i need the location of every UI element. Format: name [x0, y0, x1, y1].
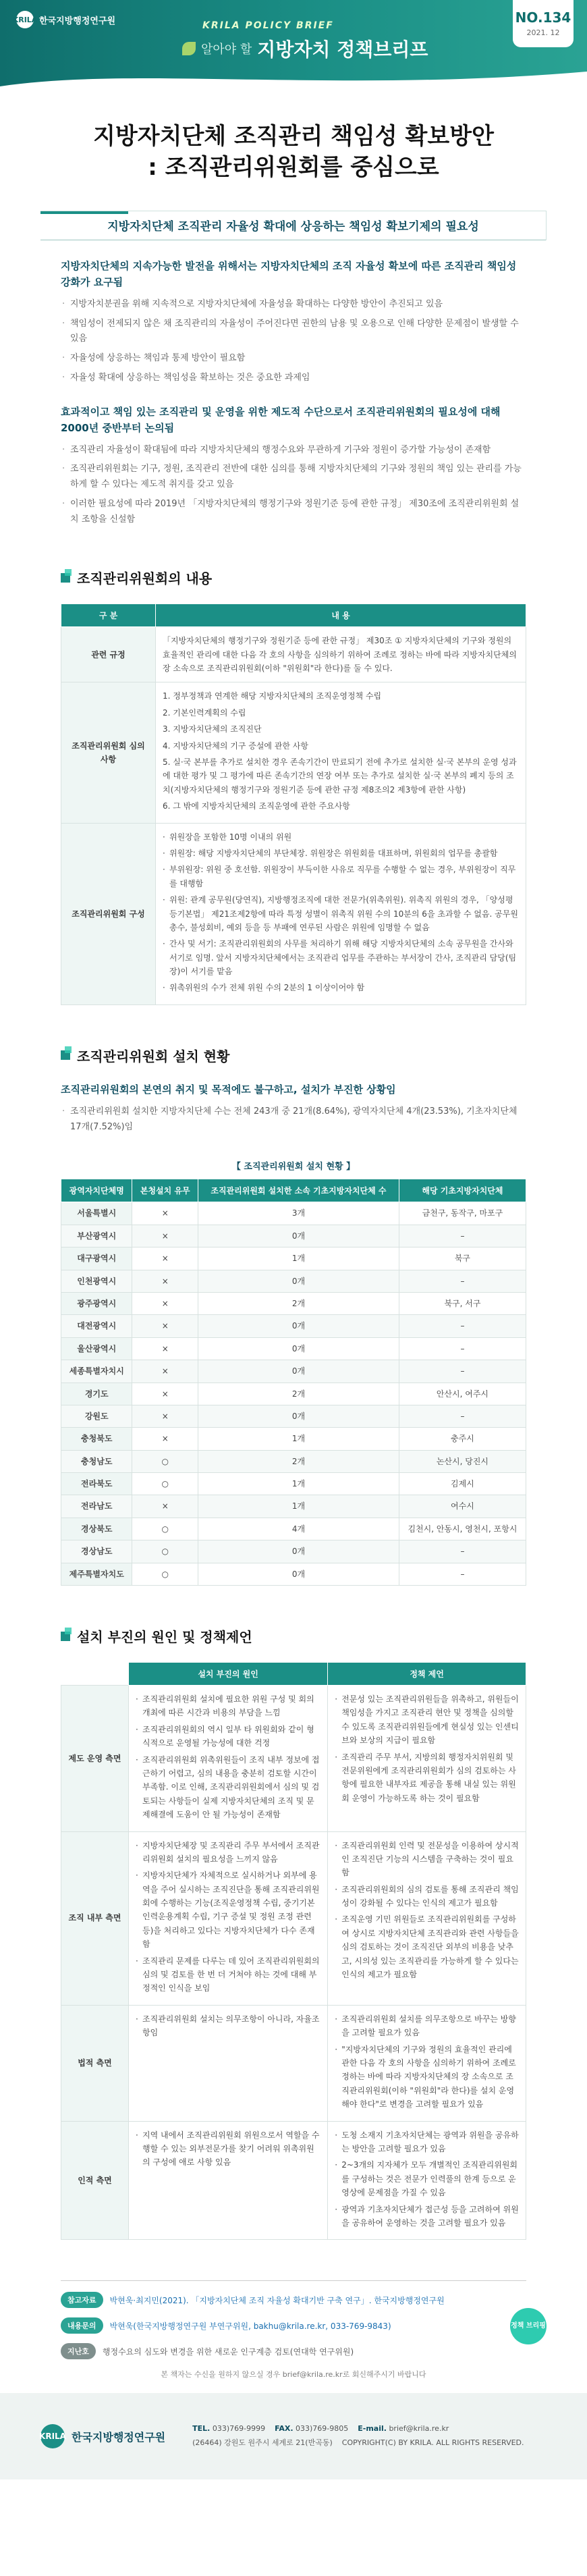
main-title — [0, 86, 587, 211]
section4-title: 설치 부진의 원인 및 정책제언 — [77, 1629, 252, 1646]
installed-count: 1개 — [198, 1495, 399, 1518]
issue-number: NO.134 — [515, 9, 571, 26]
installed-municipalities: 충주시 — [399, 1428, 526, 1450]
list-item: 2. 기본인력계획의 수립 — [163, 707, 246, 718]
reference-tag: 참고자료 — [61, 2292, 103, 2308]
table-row — [61, 1315, 526, 1337]
section1-bullets-1 — [61, 297, 526, 386]
status-table-body — [61, 1202, 526, 1586]
hq-installed: × — [132, 1202, 198, 1225]
row-content — [156, 682, 526, 823]
installed-municipalities: – — [399, 1540, 526, 1563]
row-label: 법적 측면 — [61, 2005, 129, 2121]
row-label: 조직 내부 측면 — [61, 1831, 129, 2005]
list-item: · 조직관리 주무 부서, 지방의회 행정자치위원회 및 전문위원에게 조직관리위원회가 심의 검토하는 사항에 필요한 내부자료 제공을 통해 내실 있는 위원회 운영이 가능하도록 하는 것이 필요함 — [335, 1750, 519, 1806]
section-marker-icon — [61, 573, 70, 583]
installed-municipalities: 김제시 — [399, 1473, 526, 1495]
hq-installed: × — [132, 1247, 198, 1270]
table-row — [61, 1270, 526, 1292]
table-header-empty — [61, 1663, 129, 1686]
list-item: · 조직관리위원회 인력 및 전문성을 이용하여 상시적인 조직진단 기능의 시스템을 구축하는 것이 필요함 — [335, 1839, 519, 1880]
region-name: 울산광역시 — [61, 1337, 132, 1360]
list-item: · 조직관리위원회 설치한 지방자치단체 수는 전체 243개 중 21개(8.64%), 광역자치단체 4개(23.53%), 기초자치단체 17개(7.52%)임 — [61, 1104, 526, 1135]
hq-installed: × — [132, 1428, 198, 1450]
title-line-1: 지방자치단체 조직관리 책임성 확보방안 — [93, 123, 494, 150]
fax-value: 033)769-9805 — [296, 2424, 349, 2434]
table-header: 구 분 — [61, 604, 156, 627]
table-row — [61, 1518, 526, 1540]
hq-installed: × — [132, 1225, 198, 1247]
table-row — [61, 627, 526, 682]
installed-count: 0개 — [198, 1405, 399, 1427]
installed-municipalities: – — [399, 1563, 526, 1585]
list-item: · 조직관리위원회 설치를 의무조항으로 바꾸는 방향을 고려할 필요가 있음 — [335, 2012, 519, 2040]
table-row — [61, 1473, 526, 1495]
hq-installed: × — [132, 1270, 198, 1292]
cause-cell — [129, 1686, 328, 1832]
hq-installed: ○ — [132, 1518, 198, 1540]
leaf-icon — [182, 42, 196, 55]
row-label: 제도 운영 측면 — [61, 1686, 129, 1832]
section3-title: 조직관리위원회 설치 현황 — [77, 1048, 230, 1065]
list-item: · 2~3개의 지자체가 모두 개별적인 조직관리위원회를 구성하는 것은 전문가 인력풀의 한계 등으로 운영상에 문제점을 가질 수 있음 — [335, 2158, 519, 2199]
installed-municipalities: – — [399, 1225, 526, 1247]
hq-installed: × — [132, 1495, 198, 1518]
title-line-2: : 조직관리위원회를 중심으로 — [148, 153, 439, 181]
table-header: 해당 기초지방자치단체 — [399, 1179, 526, 1202]
region-name: 세종특별자치시 — [61, 1360, 132, 1383]
hq-installed: × — [132, 1337, 198, 1360]
table-row — [61, 1360, 526, 1383]
section3-heading: 조직관리위원회의 본연의 취지 및 목적에도 불구하고, 설치가 부진한 상황임 — [61, 1083, 396, 1096]
previous-issue-text[interactable]: 행정수요의 심도와 변경을 위한 새로운 인구계층 검토(연대학 연구위원) — [102, 2346, 354, 2357]
cause-cell — [129, 2005, 328, 2121]
region-name: 서울특별시 — [61, 1202, 132, 1225]
section-necessity — [0, 258, 587, 528]
installed-municipalities: 북구 — [399, 1247, 526, 1270]
policy-cell — [328, 1831, 526, 2005]
installed-municipalities: 김천시, 안동시, 영천시, 포항시 — [399, 1518, 526, 1540]
table-row — [61, 1225, 526, 1247]
brief-name: 지방자치 정책브리프 — [257, 38, 428, 61]
installed-municipalities: 안산시, 여주시 — [399, 1383, 526, 1405]
installed-count: 0개 — [198, 1540, 399, 1563]
installed-municipalities: – — [399, 1270, 526, 1292]
list-item: · 지방자치단체장 및 조직관리 주무 부서에서 조직관리위원회 설치의 필요성을 느끼지 않음 — [136, 1839, 320, 1867]
section3-header — [61, 1046, 526, 1065]
list-item: 5. 실·국 본부를 추가로 설치한 경우 존속기간이 만료되기 전에 추가로 설치한 실·국 본부의 운영 성과에 대한 평가 및 그 평가에 따른 존속기간의 연장 여부 또는 추가로 설치한 실·국 본부의 폐지 등의 조치(지방자치단체의 행정기구와 정원기준 등에 관한 규정 제8조의2 제3항에 관한 사항) — [163, 757, 517, 795]
list-item: · 지역 내에서 조직관리위원회 위원으로서 역할을 수행할 수 있는 외부전문가를 찾기 어려워 위촉위원의 구성에 애로 사항 있음 — [136, 2128, 320, 2170]
table-row — [61, 682, 526, 823]
list-item: · 위원장을 포함한 10명 이내의 위원 — [163, 830, 519, 844]
hq-installed: × — [132, 1405, 198, 1427]
references — [61, 2280, 526, 2359]
installed-count: 2개 — [198, 1292, 399, 1314]
table-row — [61, 1247, 526, 1270]
table-header: 광역자치단체명 — [61, 1179, 132, 1202]
cause-policy-table — [61, 1662, 526, 2240]
table-row — [61, 1337, 526, 1360]
table-row — [61, 823, 526, 1004]
region-name: 대구광역시 — [61, 1247, 132, 1270]
list-item: · "지방자치단체의 기구와 정원의 효율적인 관리에 관한 다음 각 호의 사항을 심의하기 위하여 조례로 정하는 바에 따라 지방자치단체의 장 소속으로 조직관리위원회(이하 "위원회"라 한다)를 설치 운영해야 한다"로 변경을 고려할 필요가 있음 — [335, 2043, 519, 2112]
list-item: · 조직관리위원회 설치는 의무조항이 아니라, 자율조항임 — [136, 2012, 320, 2040]
installed-count: 0개 — [198, 1337, 399, 1360]
list-item: · 조직관리위원회의 역시 일부 타 위원회와 같이 형식적으로 운영될 가능성에 대한 걱정 — [136, 1723, 320, 1750]
installed-count: 1개 — [198, 1428, 399, 1450]
table-row — [61, 1563, 526, 1585]
region-name: 경상북도 — [61, 1518, 132, 1540]
list-item: · 자율성에 상응하는 책임과 통제 방안이 필요함 — [61, 351, 526, 367]
fax-label: FAX. — [275, 2424, 294, 2434]
installed-count: 0개 — [198, 1315, 399, 1337]
list-item: · 전문성 있는 조직관리위원들을 위촉하고, 위원들이 책임성을 가지고 조직관리 현안 및 정책을 심의할 수 있도록 조직관리위원들에게 현실성 있는 인센티브와 보상의 지급이 필요함 — [335, 1692, 519, 1748]
policy-cell — [328, 2121, 526, 2240]
table-row — [61, 1292, 526, 1314]
row-label: 조직관리위원회 구성 — [61, 823, 156, 1004]
table-row — [61, 1202, 526, 1225]
installed-municipalities: – — [399, 1405, 526, 1427]
list-item: · 위원장: 해당 지방자치단체의 부단체장. 위원장은 위원회를 대표하며, 위원회의 업무를 총괄함 — [163, 847, 519, 860]
cause-cell — [129, 1831, 328, 2005]
installed-municipalities: 여수시 — [399, 1495, 526, 1518]
table-row — [61, 1686, 526, 1832]
contact-row — [61, 2317, 526, 2334]
unsubscribe-note: 본 책자는 수신을 원하지 않으실 경우 brief@krila.re.kr로 회신해주시기 바랍니다 — [161, 2370, 426, 2380]
section1-bullets-2 — [61, 443, 526, 528]
list-item: · 조직관리위원회 위촉위원들이 조직 내부 정보에 접근하기 어렵고, 심의 내용을 충분히 검토할 시간이 부족함. 이로 인해, 조직관리위원회에서 심의 및 검토되는 사항들이 실제 지방자치단체의 조직 및 문제해결에 도움이 안 될 가능성이 존재함 — [136, 1753, 320, 1822]
contact-tag: 내용문의 — [61, 2317, 103, 2334]
region-name: 대전광역시 — [61, 1315, 132, 1337]
hq-installed: × — [132, 1315, 198, 1337]
copyright: COPYRIGHT(C) BY KRILA. ALL RIGHTS RESERVED. — [341, 2438, 524, 2448]
section-marker-icon — [61, 1050, 70, 1060]
installed-count: 4개 — [198, 1518, 399, 1540]
list-item: · 위촉위원의 수가 전체 위원 수의 2분의 1 이상이어야 함 — [163, 981, 519, 994]
list-item: · 조직관리 문제를 다루는 데 있어 조직관리위원회의 심의 및 검토를 한 번 더 거쳐야 하는 것에 대해 부정적인 인식을 보임 — [136, 1954, 320, 1995]
issue-badge — [513, 0, 574, 47]
installed-municipalities: 논산시, 당진시 — [399, 1450, 526, 1472]
tel-label: TEL. — [192, 2424, 211, 2434]
section-status — [0, 1081, 587, 1173]
installed-municipalities: – — [399, 1337, 526, 1360]
list-item: · 자율성 확대에 상응하는 책임성을 확보하는 것은 중요한 과제임 — [61, 371, 526, 386]
section1-heading-2: 효과적이고 책임 있는 조직관리 및 운영을 위한 제도적 수단으로서 조직관리위원회의 필요성에 대해 2000년 중반부터 논의됨 — [61, 405, 501, 434]
policy-cell — [328, 1686, 526, 1832]
section2-title: 조직관리위원회의 내용 — [77, 570, 213, 587]
installed-count: 0개 — [198, 1270, 399, 1292]
address: (26464) 강원도 원주시 세계로 21(반곡동) — [192, 2438, 333, 2448]
section1-heading-1: 지방자치단체의 지속가능한 발전을 위해서는 지방자치단체의 조직 자율성 확보에 따른 조직관리 책임성 강화가 요구됨 — [61, 259, 517, 288]
region-name: 경상남도 — [61, 1540, 132, 1563]
region-name: 전라남도 — [61, 1495, 132, 1518]
previous-issue-tag: 지난호 — [61, 2343, 96, 2359]
table-header: 본청설치 유무 — [132, 1179, 198, 1202]
org-logo[interactable] — [12, 11, 116, 28]
previous-issue-row — [61, 2343, 526, 2359]
list-item: 3. 지방자치단체의 조직진단 — [163, 724, 262, 734]
installed-count: 0개 — [198, 1225, 399, 1247]
cause-cell — [129, 2121, 328, 2240]
table-row — [61, 1450, 526, 1472]
contact-text[interactable]: 박현욱(한국지방행정연구원 부연구위원, bakhu@krila.re.kr, 033-769-9843) — [109, 2321, 391, 2331]
table-row — [61, 1428, 526, 1450]
table-row — [61, 2121, 526, 2240]
section-bar-necessity: 지방자치단체 조직관리 자율성 확대에 상응하는 책임성 확보기제의 필요성 — [40, 211, 547, 240]
region-name: 제주특별자치도 — [61, 1563, 132, 1585]
region-name: 충청남도 — [61, 1450, 132, 1472]
hq-installed: ○ — [132, 1473, 198, 1495]
hq-installed: × — [132, 1292, 198, 1314]
installed-municipalities: 금천구, 동작구, 마포구 — [399, 1202, 526, 1225]
footer-org-name: 한국지방행정연구원 — [72, 2430, 166, 2444]
list-item: 6. 그 밖에 지방자치단체의 조직운영에 관한 주요사항 — [163, 801, 350, 811]
table-row — [61, 2005, 526, 2121]
installed-count: 0개 — [198, 1360, 399, 1383]
tel-value: 033)769-9999 — [212, 2424, 266, 2434]
table-header: 내 용 — [156, 604, 526, 627]
footer-logo[interactable] — [40, 2424, 165, 2448]
region-name: 광주광역시 — [61, 1292, 132, 1314]
installed-municipalities: – — [399, 1315, 526, 1337]
installed-count: 3개 — [198, 1202, 399, 1225]
org-emblem-icon: KRILA — [40, 2424, 65, 2448]
table-header: 설치 부진의 원인 — [129, 1663, 328, 1686]
hq-installed: ○ — [132, 1540, 198, 1563]
list-item: · 조직관리 자율성이 확대됨에 따라 지방자치단체의 행정수요와 무관하게 기구와 정원이 증가할 가능성이 존재함 — [61, 443, 526, 458]
section2-header — [61, 568, 526, 587]
reference-row — [61, 2292, 526, 2308]
list-item: · 조직운영 기민 위원들로 조직관리위원회를 구성하여 상시로 지방자치단체 조직관리와 관련 사항들을 심의 검토하는 것이 조직진단 외부의 비용을 낮추고, 시의성 있는 조직관리를 가능하게 할 수 있다는 인식의 제고가 필요함 — [335, 1912, 519, 1981]
brief-tagline: 알아야 할 — [201, 43, 252, 57]
row-label: 관련 규정 — [61, 627, 156, 682]
list-item: · 조직관리위원회는 기구, 정원, 조직관리 전반에 대한 심의를 통해 지방자치단체의 기구와 정원의 책임 있는 관리를 가능하게 할 수 있다는 제도적 취지를 갖고 있음 — [61, 462, 526, 493]
list-item: · 조직관리위원회의 심의 검토를 통해 조직관리 책임성이 강화될 수 있다는 인식의 제고가 필요함 — [335, 1883, 519, 1910]
installed-count: 2개 — [198, 1450, 399, 1472]
list-item: · 지방자치단체가 자체적으로 실시하거나 외부에 용역을 주어 실시하는 조직진단을 통해 조직관리위원회에 수행하는 기능(조직운영정책 수립, 중기기본인력운용계획 수립, 기구 증설 및 정원 조정 관련 등)을 처리하고 있다는 지방자치단체가 다수 존재함 — [136, 1869, 320, 1951]
hq-installed: ○ — [132, 1563, 198, 1585]
header-wave — [0, 66, 587, 86]
email-value[interactable]: brief@krila.re.kr — [389, 2424, 449, 2434]
table-caption: 【 조직관리위원회 설치 현황 】 — [231, 1162, 356, 1173]
org-name: 한국지방행정연구원 — [39, 16, 116, 26]
installation-status-table — [61, 1179, 526, 1586]
region-name: 충청북도 — [61, 1428, 132, 1450]
row-content — [156, 823, 526, 1004]
region-name: 경기도 — [61, 1383, 132, 1405]
policy-cell — [328, 2005, 526, 2121]
email-label: E-mail. — [358, 2424, 387, 2434]
installed-count: 2개 — [198, 1383, 399, 1405]
installed-count: 1개 — [198, 1247, 399, 1270]
installed-municipalities: 북구, 서구 — [399, 1292, 526, 1314]
table-row — [61, 1495, 526, 1518]
list-item: · 도청 소재지 기초자치단체는 광역과 위원을 공유하는 방안을 고려할 필요가 있음 — [335, 2128, 519, 2156]
list-item: · 부위원장: 위원 중 호선함. 위원장이 부득이한 사유로 직무를 수행할 수 없는 경우, 부위원장이 직무를 대행함 — [163, 863, 519, 890]
row-label: 조직관리위원회 심의 사항 — [61, 682, 156, 823]
region-name: 강원도 — [61, 1405, 132, 1427]
policy-briefing-badge[interactable]: 정책 브리핑 — [510, 2308, 547, 2344]
installed-count: 0개 — [198, 1563, 399, 1585]
list-item: 1. 정부정책과 연계한 해당 지방자치단체의 조직운영정책 수립 — [163, 691, 382, 701]
list-item: · 위원: 관계 공무원(당연직), 지방행정조직에 대한 전문가(위촉위원). 위촉직 위원의 경우, 「양성평등기본법」 제21조제2항에 따라 특정 성별이 위촉직 위원 수의 10분의 6을 초과할 수 없음. 공무원 총수, 불성회비, 예외 등을 등 부패에 연루된 사람은 위원에 임명할 수 없음 — [163, 893, 519, 934]
hq-installed: × — [132, 1360, 198, 1383]
table-row — [61, 1540, 526, 1563]
brief-title — [182, 35, 428, 62]
installed-count: 1개 — [198, 1473, 399, 1495]
cause-table-body — [61, 1686, 526, 2240]
hq-installed: ○ — [132, 1450, 198, 1472]
table-header: 정책 제언 — [328, 1663, 526, 1686]
list-item: 4. 지방자치단체의 기구 증설에 관한 사항 — [163, 741, 308, 751]
region-name: 전라북도 — [61, 1473, 132, 1495]
policy-brief-label: KRILA POLICY BRIEF — [202, 20, 334, 31]
row-content: 「지방자치단체의 행정기구와 정원기준 등에 관한 규정」 제30조 ① 지방자치단체의 기구와 정원의 효율적인 관리에 대한 다음 각 호의 사항을 심의하기 위하여 조례로 정하는 바에 따라 지방자치단체의 장 소속으로 조직관리위원회(이하 "위원회"라 한다)를 둘 수 있다. — [156, 627, 526, 682]
section4-header — [61, 1626, 526, 1646]
table-row — [61, 1831, 526, 2005]
table-row — [61, 1405, 526, 1427]
list-item: · 간사 및 서기: 조직관리위원회의 사무를 처리하기 위해 해당 지방자치단체의 소속 공무원을 간사와 서기로 임명. 앞서 지방자치단체에서는 조직관리 업무를 주관하는 부서장이 간사, 조직관리 담당(팀장)이 서기를 맡음 — [163, 937, 519, 978]
issue-date: 2021. 12 — [526, 28, 560, 37]
reference-text[interactable]: 박현욱·최지민(2021). 「지방자치단체 조직 자율성 확대기반 구축 연구」. 한국지방행정연구원 — [109, 2295, 445, 2305]
list-item: · 지방자치분권을 위해 지속적으로 지방자치단체에 자율성을 확대하는 다양한 방안이 추진되고 있음 — [61, 297, 526, 313]
list-item: · 광역과 기초자치단체가 접근성 등을 고려하여 위원을 공유하여 운영하는 것을 고려할 필요가 있음 — [335, 2203, 519, 2230]
list-item: · 책임성이 전제되지 않은 채 조직관리의 자율성이 주어진다면 권한의 남용 및 오용으로 인해 다양한 문제점이 발생할 수 있음 — [61, 317, 526, 348]
region-name: 인천광역시 — [61, 1270, 132, 1292]
section-marker-icon — [61, 1632, 70, 1641]
row-label: 인적 측면 — [61, 2121, 129, 2240]
footer — [0, 2393, 587, 2479]
list-item: · 조직관리위원회 설치에 필요한 위원 구성 및 회의 개최에 따른 시간과 비용의 부담을 느낌 — [136, 1692, 320, 1720]
committee-content-table — [61, 603, 526, 1005]
hq-installed: × — [132, 1383, 198, 1405]
footer-info — [192, 2422, 524, 2450]
table-row — [61, 1383, 526, 1405]
region-name: 부산광역시 — [61, 1225, 132, 1247]
table-header: 조직관리위원회 설치한 소속 기초지방자치단체 수 — [198, 1179, 399, 1202]
org-emblem-icon: KRILA — [16, 11, 34, 28]
brief-header — [0, 0, 587, 86]
installed-municipalities: – — [399, 1360, 526, 1383]
list-item: · 이러한 필요성에 따라 2019년 「지방자치단체의 행정기구와 정원기준 등에 관한 규정」 제30조에 조직관리위원회 설치 조항을 신설함 — [61, 497, 526, 528]
